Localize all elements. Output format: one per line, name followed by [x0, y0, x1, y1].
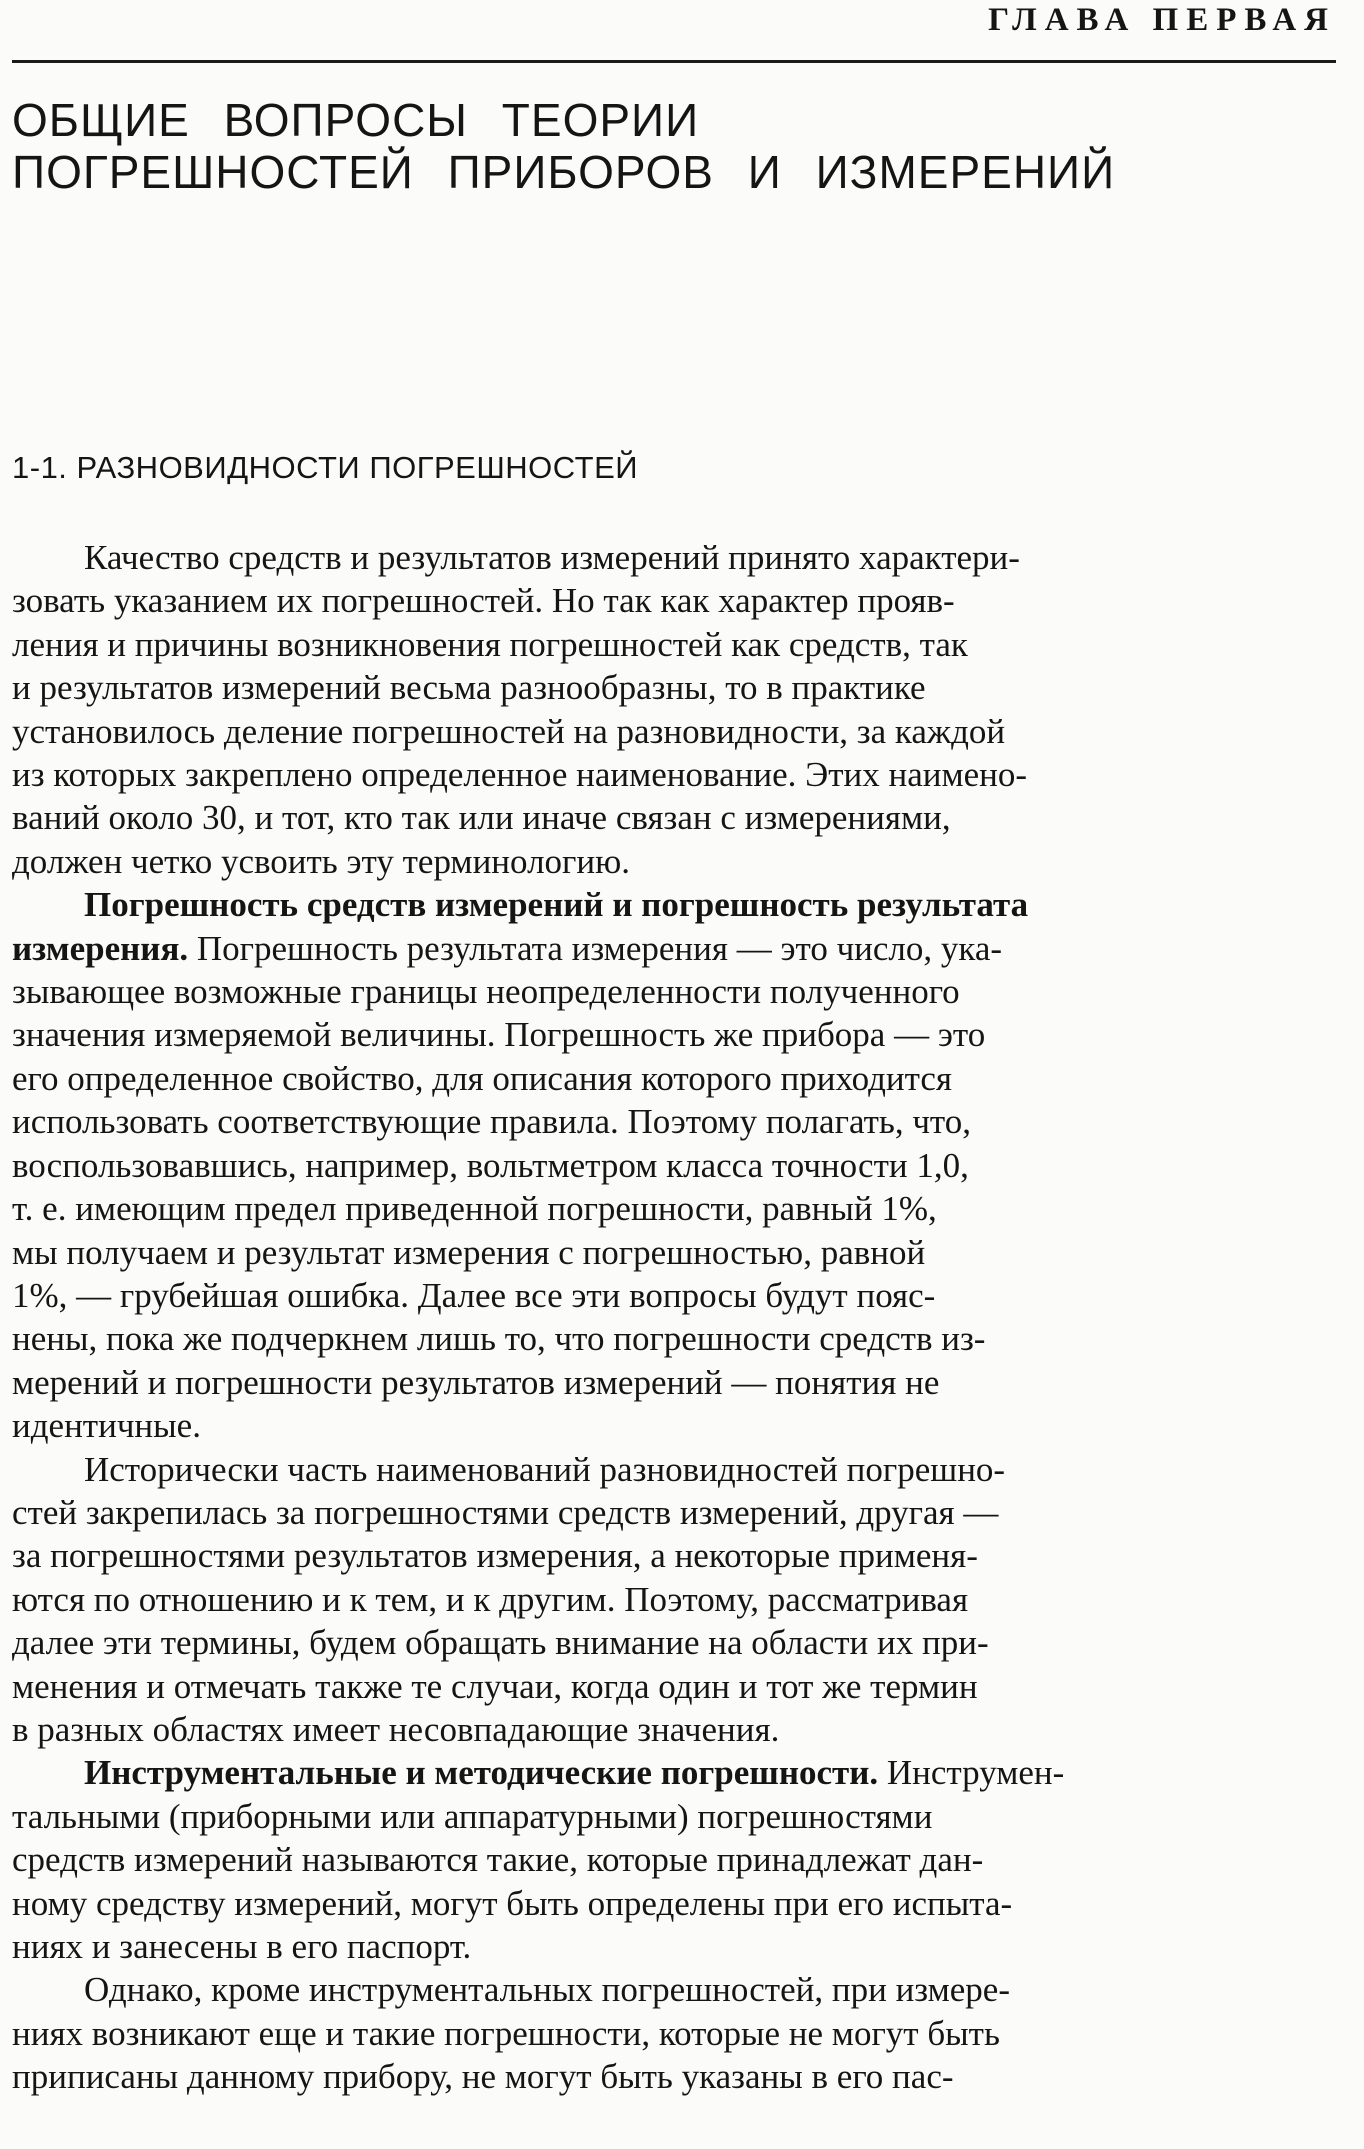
chapter-title: [12, 94, 1312, 198]
run-in-heading: Погрешность средств измерений и погрешность результата: [84, 885, 1029, 925]
text-line: идентичные.: [12, 1406, 201, 1446]
text-line: ниях и занесены в его паспорт.: [12, 1927, 472, 1966]
text-line: Качество средств и результатов измерений принято характери-: [84, 538, 1020, 577]
text-line: менения и отмечать также те случаи, когда один и тот же термин: [12, 1666, 978, 1706]
text-line: зывающее возможные границы неопределенности полученного: [12, 972, 960, 1012]
text-line: воспользовавшись, например, вольтметром класса точности 1,0,: [12, 1145, 969, 1185]
text-line: и результатов измерений весьма разнообразны, то в практике: [12, 668, 926, 708]
text-line: нены, пока же подчеркнем лишь то, что погрешности средств из-: [12, 1319, 986, 1359]
text-line: ваний около 30, и тот, кто так или иначе связан с измерениями,: [12, 798, 951, 838]
text-line: значения измеряемой величины. Погрешность же прибора — это: [12, 1015, 986, 1055]
text-line: Исторически часть наименований разновидностей погрешно-: [84, 1449, 1006, 1489]
text-line: далее эти термины, будем обращать внимание на области их при-: [12, 1623, 989, 1663]
text-line: [12, 1751, 1340, 1794]
chapter-title-line: ОБЩИЕ ВОПРОСЫ ТЕОРИИ: [12, 94, 700, 146]
text-line: из которых закреплено определенное наименование. Этих наимено-: [12, 755, 1028, 795]
text-line: за погрешностями результатов измерения, а некоторые применя-: [12, 1536, 978, 1576]
text-line: [12, 927, 1340, 970]
paragraph: [12, 883, 1340, 1447]
run-in-heading: Инструментальные и методические погрешности.: [84, 1753, 879, 1793]
text-line: его определенное свойство, для описания которого приходится: [12, 1058, 952, 1098]
text-line: ниях возникают еще и такие погрешности, которые не могут быть: [12, 2013, 1000, 2053]
header-rule: [12, 60, 1336, 63]
text-line: мы получаем и результат измерения с погрешностью, равной: [12, 1232, 926, 1272]
text-line: зовать указанием их погрешностей. Но так как характер прояв-: [12, 581, 955, 621]
text-line: в разных областях имеет несовпадающие значения.: [12, 1709, 780, 1749]
text-line: Однако, кроме инструментальных погрешностей, при измере-: [84, 1970, 1010, 2010]
text-line: приписаны данному прибору, не могут быть указаны в его пас-: [12, 2057, 954, 2097]
paragraph: [12, 536, 1340, 883]
body-text: [12, 536, 1340, 2099]
text-line: должен четко усвоить эту терминологию.: [12, 841, 631, 881]
text-run: Погрешность результата измерения — это число, ука-: [188, 928, 1003, 968]
text-line: ному средству измерений, могут быть определены при его испыта-: [12, 1883, 1013, 1923]
text-line: тальными (приборными или аппаратурными) погрешностями: [12, 1796, 933, 1836]
paragraph: [12, 1968, 1340, 2098]
text-line: использовать соответствующие правила. Поэтому полагать, что,: [12, 1102, 972, 1142]
text-line: средств измерений называются такие, которые принадлежат дан-: [12, 1840, 984, 1880]
run-in-heading: измерения.: [12, 928, 189, 968]
text-line: ются по отношению и к тем, и к другим. Поэтому, рассматривая: [12, 1579, 969, 1619]
text-line: т. е. имеющим предел приведенной погрешности, равный 1%,: [12, 1189, 937, 1229]
paragraph: [12, 1448, 1340, 1752]
chapter-title-line: ПОГРЕШНОСТЕЙ ПРИБОРОВ И ИЗМЕРЕНИЙ: [12, 146, 1116, 198]
text-line: стей закрепилась за погрешностями средств измерений, другая —: [12, 1492, 999, 1532]
paragraph: [12, 1751, 1340, 1968]
text-line: ления и причины возникновения погрешностей как средств, так: [12, 624, 968, 664]
text-line: 1%, — грубейшая ошибка. Далее все эти вопросы будут пояс-: [12, 1275, 936, 1315]
running-head: ГЛАВА ПЕРВАЯ: [988, 2, 1336, 38]
text-run: Инструмен-: [878, 1753, 1065, 1793]
text-line: установилось деление погрешностей на разновидности, за каждой: [12, 711, 1006, 751]
section-heading: 1-1. РАЗНОВИДНОСТИ ПОГРЕШНОСТЕЙ: [12, 450, 639, 485]
text-line: мерений и погрешности результатов измерений — понятия не: [12, 1362, 940, 1402]
